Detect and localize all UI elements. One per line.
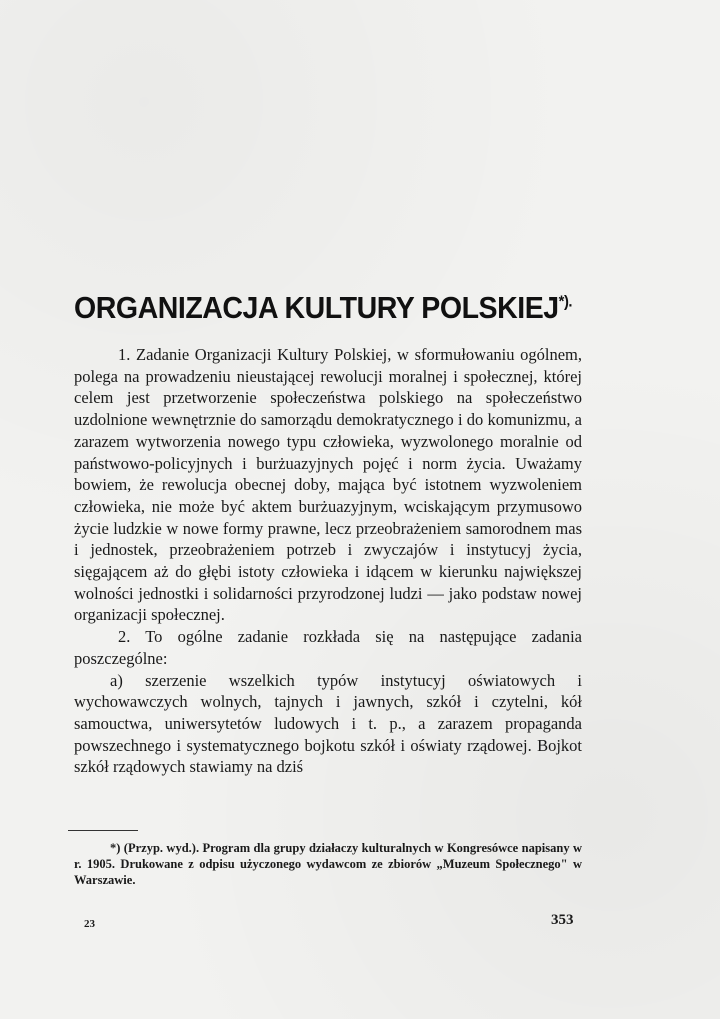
- paragraph-item-a: a) szerzenie wszelkich typów instytucyj oświatowych i wychowawczych wolnych, tajnych i jawnych, szkół i czytelni, kół samouctwa, uniwersytetów ludowych i t. p., a zarazem propaganda powszechnego i systematycznego bojkotu szkół i oświaty rządowej. Bojkot szkół rządowych stawiamy na dziś: [74, 670, 582, 777]
- page-number: 353: [551, 912, 574, 928]
- footnote-rule: [68, 830, 138, 831]
- paragraph-1: 1. Zadanie Organizacji Kultury Polskiej, w sformułowaniu ogólnem, polega na prowadzeniu nieustającej rewolucji moralnej i społecznej, której celem jest przetworzenie społeczeństwa polskiego na społeczeństwo uzdolnione wewnętrznie do samorządu demokratycznego i do komunizmu, a zarazem wytworzenia nowego typu człowieka, wyzwolonego moralnie od państwowo-policyjnych i burżuazyjnych pojęć i norm życia. Uważamy bowiem, że rewolucja obecnej doby, mająca być istotnem wyzwoleniem człowieka, nie może być aktem burżuazyjnym, wciskającym przymusowo życie ludzkie w nowe formy prawne, lecz przeobrażeniem samorodnem mas i jednostek, przeobrażeniem potrzeb i zwyczajów i instytucyj życia, sięgającem aż do głębi istoty człowieka i idącem w kierunku największej wolności jednostki i solidarności przyrodzonej ludzi — jako podstaw nowej organizacji społecznej.: [74, 345, 582, 625]
- printer-signature-mark: 23: [84, 918, 95, 930]
- body-text: [74, 344, 582, 778]
- page-title: [74, 290, 571, 326]
- paragraph-2: 2. To ogólne zadanie rozkłada się na następujące zadania poszczególne:: [74, 627, 582, 668]
- footnote: *) (Przyp. wyd.). Program dla grupy działaczy kulturalnych w Kongresówce napisany w r. 1905. Drukowane z odpisu użyczonego wydawcom ze zbiorów „Muzeum Społecznego" w Warszawie.: [74, 841, 582, 887]
- title-text: ORGANIZACJA KULTURY POLSKIEJ: [74, 290, 559, 325]
- title-footnote-mark: *).: [558, 293, 573, 311]
